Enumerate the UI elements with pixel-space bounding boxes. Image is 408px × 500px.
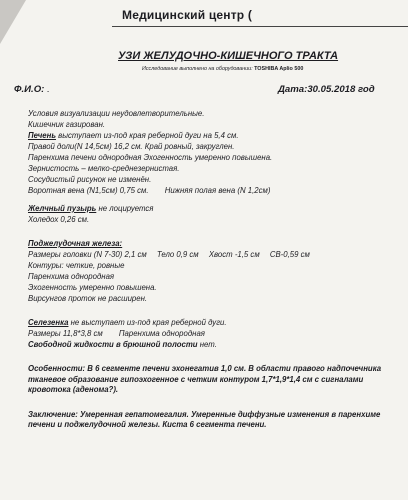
folded-corner [0, 0, 26, 44]
pancreas-sv: СВ-0,59 см [269, 250, 310, 259]
equipment-name: TOSHIBA Aplio 500 [254, 66, 304, 72]
intestine-line: Кишечник газирован. [28, 120, 106, 129]
pancreas-tail: Хвост -1,5 см [208, 250, 260, 259]
pancreas-contours-line: Контуры: четкие, ровные [28, 261, 125, 270]
findings-paragraph: Особенности: В 6 сегменте печени эхонегатив 1,0 см. В области правого надпочечника тканевое образование гипоэхогенное с четким контуром 1,7*1,9*1,4 см с сигналами кровотока (аденома?). [28, 364, 382, 394]
report-body [28, 108, 402, 431]
inferior-vena-cava: Нижняя полая вена (N 1,2см) [164, 186, 271, 195]
pancreas-duct-line: Вирсунгов проток не расширен. [28, 294, 148, 303]
gallbladder-label: Желчный пузырь [28, 204, 97, 213]
patient-name-field [14, 84, 50, 95]
spleen-label: Селезенка [28, 318, 69, 327]
spleen-size-line [28, 328, 402, 339]
spleen-parenchyma: Паренхима однородная [118, 329, 205, 338]
free-fluid-value: нет. [199, 340, 217, 349]
date-value: 30.05.2018 [307, 84, 356, 95]
spleen-protrusion: не выступает из-под края реберной дуги. [70, 318, 227, 327]
liver-veins-line [28, 185, 402, 196]
portal-vein: Воротная вена (N1,5см) 0,75 см. [28, 186, 149, 195]
clinic-name: Медицинский центр ( [122, 8, 253, 22]
liver-label: Печень [28, 131, 56, 140]
exam-date-field [278, 84, 375, 95]
spleen-size: Размеры 11,8*3,8 см [28, 329, 103, 338]
gallbladder-status: не лоцируется [98, 204, 154, 213]
liver-vessels-line: Сосудистый рисунок не изменён. [28, 175, 152, 184]
liver-protrusion-line [28, 130, 402, 141]
equipment-prefix: Исследование выполнено на оборудовании: [142, 66, 253, 72]
date-suffix: год [358, 84, 375, 95]
pancreas-echogenicity-line: Эхогенность умеренно повышена. [28, 283, 157, 292]
pancreas-label: Поджелудочная железа: [28, 239, 123, 248]
liver-protrusion: выступает из-под края реберной дуги на 5,4 см. [58, 131, 239, 140]
pancreas-body: Тело 0,9 см [156, 250, 199, 259]
liver-right-lobe-line: Правой доли(N 14,5см) 16,2 см. Край ровный, закруглен. [28, 142, 235, 151]
liver-graininess-line: Зернистость – мелко-среднезернистая. [28, 164, 180, 173]
header-rule [112, 26, 408, 27]
pancreas-head: Размеры головки (N 7-30) 2,1 см [28, 250, 147, 259]
free-fluid-label: Свободной жидкости в брюшной полости [28, 340, 198, 349]
fio-label: Ф.И.О: [14, 84, 45, 95]
report-title: УЗИ ЖЕЛУДОЧНО-КИШЕЧНОГО ТРАКТА [118, 50, 339, 62]
choledochus-line: Холедох 0,26 см. [28, 215, 90, 224]
gallbladder-line [28, 203, 402, 214]
fio-value: . [47, 84, 50, 95]
spleen-line [28, 317, 402, 328]
equipment-line [142, 66, 303, 72]
conclusion-paragraph: Заключение: Умеренная гепатомегалия. Умеренные диффузные изменения в паренхиме печени и поджелудочной железы. Киста 6 сегмента печени. [28, 409, 381, 429]
liver-parenchyma-line: Паренхима печени однородная Эхогенность умеренно повышена. [28, 153, 273, 162]
pancreas-parenchyma-line: Паренхима однородная [28, 272, 115, 281]
visualization-line: Условия визуализации неудовлетворительные. [28, 109, 205, 118]
free-fluid-line [28, 339, 402, 350]
pancreas-size-line [28, 249, 402, 260]
date-label: Дата: [278, 84, 308, 95]
